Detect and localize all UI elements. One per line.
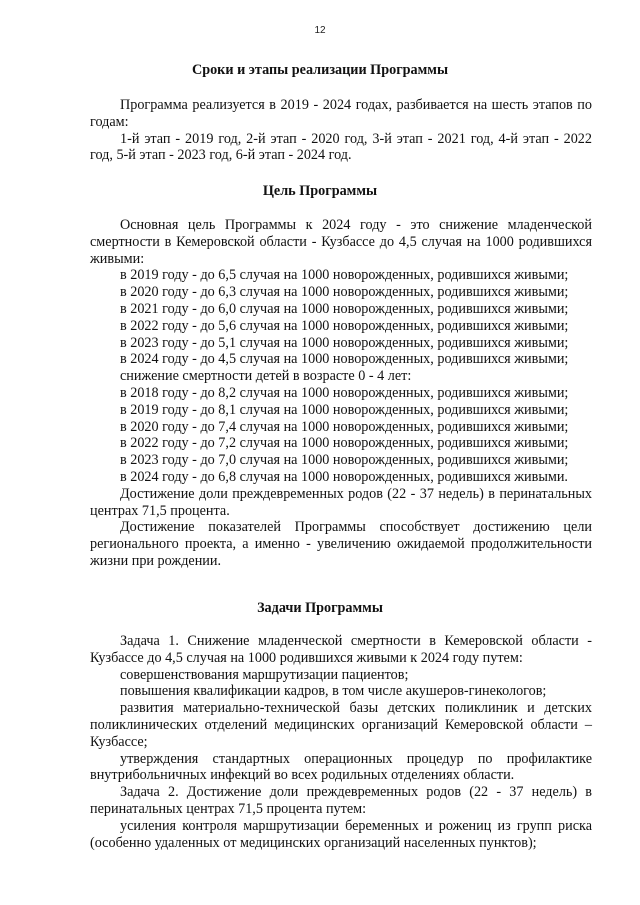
child-target-2024: в 2024 году - до 6,8 случая на 1000 новорожденных, родившихся живыми. <box>120 468 568 485</box>
section-title-goal: Цель Программы <box>262 183 378 199</box>
section-title-tasks: Задачи Программы <box>257 600 383 616</box>
infant-target-2022: в 2022 году - до 5,6 случая на 1000 новорожденных, родившихся живыми; <box>120 317 569 334</box>
task-1-item-procedures: утверждения стандартных операционных процедур по профилактике внутрибольничных инфекций во всех родильных отделениях области. <box>90 750 592 784</box>
infant-target-2023: в 2023 году - до 5,1 случая на 1000 новорожденных, родившихся живыми; <box>120 334 569 351</box>
task-1-item-qualification: повышения квалификации кадров, в том числе акушеров-гинекологов; <box>120 683 547 700</box>
goal-body <box>90 217 592 570</box>
goal-intro: Основная цель Программы к 2024 году - это снижение младенческой смертности в Кемеровской области - Кузбассе до 4,5 случая на 1000 родившихся живыми: <box>90 217 592 267</box>
child-mortality-label: снижение смертности детей в возрасте 0 - 4 лет: <box>120 368 412 385</box>
child-target-2018: в 2018 году - до 8,2 случая на 1000 новорожденных, родившихся живыми; <box>120 384 569 401</box>
stages-paragraph: 1-й этап - 2019 год, 2-й этап - 2020 год, 3-й этап - 2021 год, 4-й этап - 2022 год, 5-й этап - 2023 год, 6-й этап - 2024 год. <box>90 130 592 164</box>
section-title-timeline: Сроки и этапы реализации Программы <box>191 62 449 78</box>
task-1-item-routing: совершенствования маршрутизации пациентов; <box>120 666 409 683</box>
task-2-item-control: усиления контроля маршрутизации беременных и рожениц из групп риска (особенно удаленных от медицинских организаций населенных пунктов); <box>90 817 592 851</box>
child-target-2020: в 2020 году - до 7,4 случая на 1000 новорожденных, родившихся живыми; <box>120 418 569 435</box>
task-1-item-equipment: развития материально-технической базы детских поликлиник и детских поликлинических отделений медицинских организаций Кемеровской области – Кузбассе; <box>90 700 592 750</box>
child-target-2023: в 2023 году - до 7,0 случая на 1000 новорожденных, родившихся живыми; <box>120 452 569 469</box>
indicators-paragraph: Достижение показателей Программы способствует достижению цели регионального проекта, а именно - увеличению ожидаемой продолжительности жизни при рождении. <box>90 519 592 569</box>
infant-target-2021: в 2021 году - до 6,0 случая на 1000 новорожденных, родившихся живыми; <box>120 300 569 317</box>
timeline-paragraph: Программа реализуется в 2019 - 2024 годах, разбивается на шесть этапов по годам: <box>90 97 592 130</box>
tasks-body <box>90 633 592 851</box>
infant-target-2019: в 2019 году - до 6,5 случая на 1000 новорожденных, родившихся живыми; <box>120 267 569 284</box>
task-2-paragraph: Задача 2. Достижение доли преждевременных родов (22 - 37 недель) в перинатальных центрах 71,5 процента путем: <box>90 784 592 817</box>
page-number: 12 <box>314 25 326 36</box>
child-target-2022: в 2022 году - до 7,2 случая на 1000 новорожденных, родившихся живыми; <box>120 435 569 452</box>
task-1-paragraph: Задача 1. Снижение младенческой смертности в Кемеровской области - Кузбассе до 4,5 случая на 1000 родившихся живыми к 2024 году путем: <box>90 633 592 666</box>
infant-target-2020: в 2020 году - до 6,3 случая на 1000 новорожденных, родившихся живыми; <box>120 284 569 301</box>
infant-target-2024: в 2024 году - до 4,5 случая на 1000 новорожденных, родившихся живыми; <box>120 351 569 368</box>
child-target-2019: в 2019 году - до 8,1 случая на 1000 новорожденных, родившихся живыми; <box>120 401 569 418</box>
premature-births-paragraph: Достижение доли преждевременных родов (22 - 37 недель) в перинатальных центрах 71,5 процента. <box>90 485 592 519</box>
timeline-body <box>90 97 592 164</box>
